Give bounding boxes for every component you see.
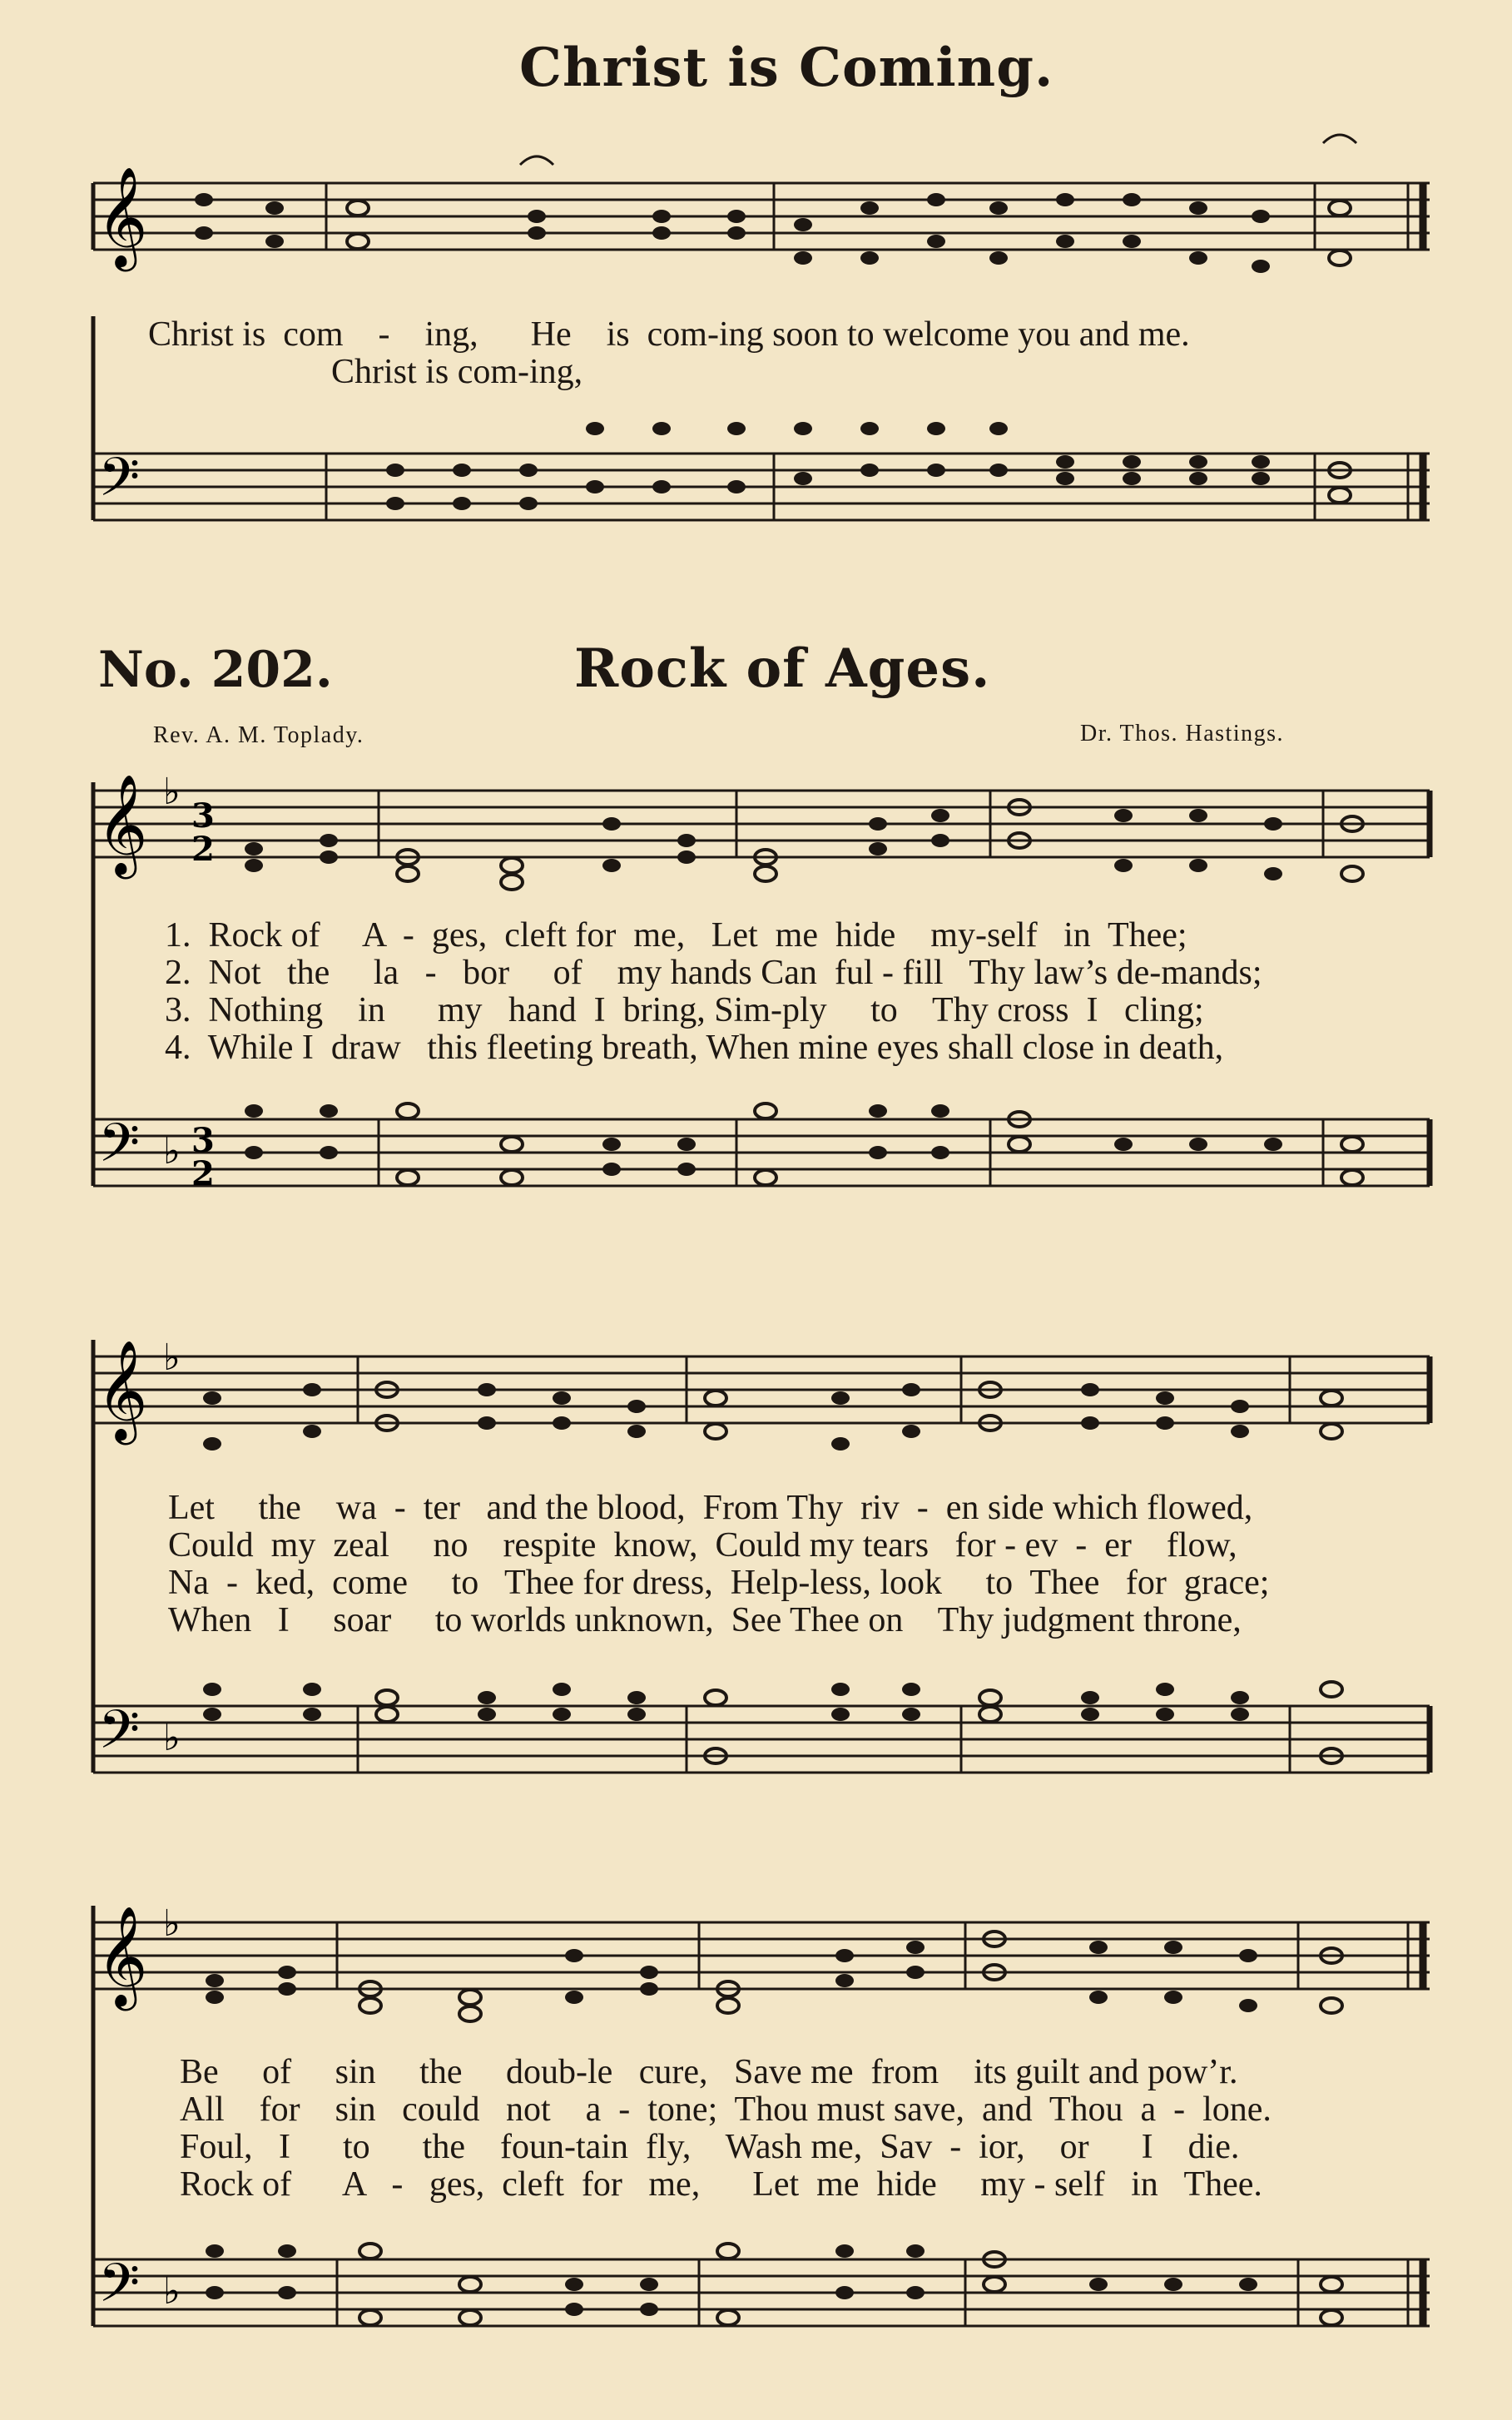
- chorus-bass-staff: [0, 441, 1512, 566]
- svg-text:3: 3: [191, 1121, 215, 1160]
- bass-clef-icon: 𝄢: [98, 1113, 141, 1188]
- system-2-verse-2: Could my zeal no respite know, Could my tears for - ev - er flow,: [168, 1526, 1237, 1565]
- system-3-verse-1: Be of sin the doub-le cure, Save me from its guilt and pow’r.: [180, 2053, 1238, 2091]
- system-1-verse-4: 4. While I draw this fleeting breath, When mine eyes shall close in death,: [165, 1029, 1224, 1067]
- system-1-verse-1: 1. Rock of A - ges, cleft for me, Let me hide my-self in Thee;: [165, 916, 1187, 955]
- bass-clef-icon: 𝄢: [98, 1699, 141, 1774]
- treble-clef-icon: 𝄞: [97, 773, 148, 875]
- flat-icon: ♭: [163, 1336, 181, 1379]
- svg-text:2: 2: [191, 1154, 215, 1193]
- treble-clef-icon: 𝄞: [97, 166, 148, 267]
- staff-lines: [93, 791, 1430, 857]
- staff-lines: [93, 1356, 1430, 1423]
- system-1-verse-2: 2. Not the la - bor of my hands Can ful - fill Thy law’s de-mands;: [165, 954, 1262, 992]
- system-2-verse-1: Let the wa - ter and the blood, From Thy riv - en side which flowed,: [168, 1489, 1253, 1527]
- chorus-title: Christ is Coming.: [519, 37, 1054, 99]
- hymn-composer: Dr. Thos. Hastings.: [1080, 721, 1284, 746]
- system-3-verse-4: Rock of A - ges, cleft for me, Let me hide my - self in Thee.: [180, 2165, 1262, 2204]
- flat-icon: ♭: [163, 1130, 181, 1173]
- half-notes: [1329, 463, 1351, 503]
- system-1-bass-staff: [0, 1107, 1512, 1232]
- bass-clef-icon: 𝄢: [98, 2253, 141, 2328]
- chorus-treble-staff: [0, 166, 1512, 291]
- flat-icon: ♭: [163, 2270, 181, 2313]
- chorus-lyric-line-2: Christ is com-ing,: [331, 353, 583, 391]
- note-heads: [386, 422, 1270, 510]
- hymn-number: No. 202.: [98, 641, 333, 699]
- staff-lines: [93, 1119, 1430, 1186]
- bass-clef-icon: 𝄢: [98, 447, 141, 522]
- treble-clef-icon: 𝄞: [97, 1905, 148, 2006]
- system-3-verse-3: Foul, I to the foun-tain fly, Wash me, Sav - ior, or I die.: [180, 2128, 1240, 2166]
- staff-lines: [93, 454, 1430, 520]
- system-2-verse-3: Na - ked, come to Thee for dress, Help-less, look to Thee for grace;: [168, 1564, 1270, 1602]
- flat-icon: ♭: [163, 1717, 181, 1759]
- time-signature-bottom: 2: [191, 830, 215, 869]
- treble-clef-icon: 𝄞: [97, 1339, 148, 1441]
- system-2-treble-staff: [0, 1336, 1512, 1465]
- staff-lines: [93, 1922, 1430, 1989]
- hymn-title: Rock of Ages.: [574, 637, 991, 700]
- chorus-lyric-line-1: Christ is com - ing, He is com-ing soon to welcome you and me.: [148, 315, 1190, 354]
- system-1-verse-3: 3. Nothing in my hand I bring, Sim-ply to Thy cross I cling;: [165, 991, 1204, 1029]
- system-3-treble-staff: [0, 1902, 1512, 2031]
- flat-icon: ♭: [163, 771, 181, 813]
- flat-icon: ♭: [163, 1902, 181, 1945]
- fermata-icon: [520, 135, 1356, 165]
- system-2-bass-staff: [0, 1694, 1512, 1818]
- system-2-verse-4: When I soar to worlds unknown, See Thee on Thy judgment throne,: [168, 1601, 1242, 1639]
- system-3-verse-2: All for sin could not a - tone; Thou must save, and Thou a - lone.: [180, 2090, 1272, 2129]
- staff-lines: [93, 183, 1430, 250]
- time-signature-top: 3: [191, 796, 215, 836]
- system-1-treble-staff: [0, 771, 1512, 899]
- system-3-bass-staff: [0, 2247, 1512, 2372]
- hymn-author: Rev. A. M. Toplady.: [153, 722, 364, 748]
- staff-lines: [93, 1706, 1430, 1773]
